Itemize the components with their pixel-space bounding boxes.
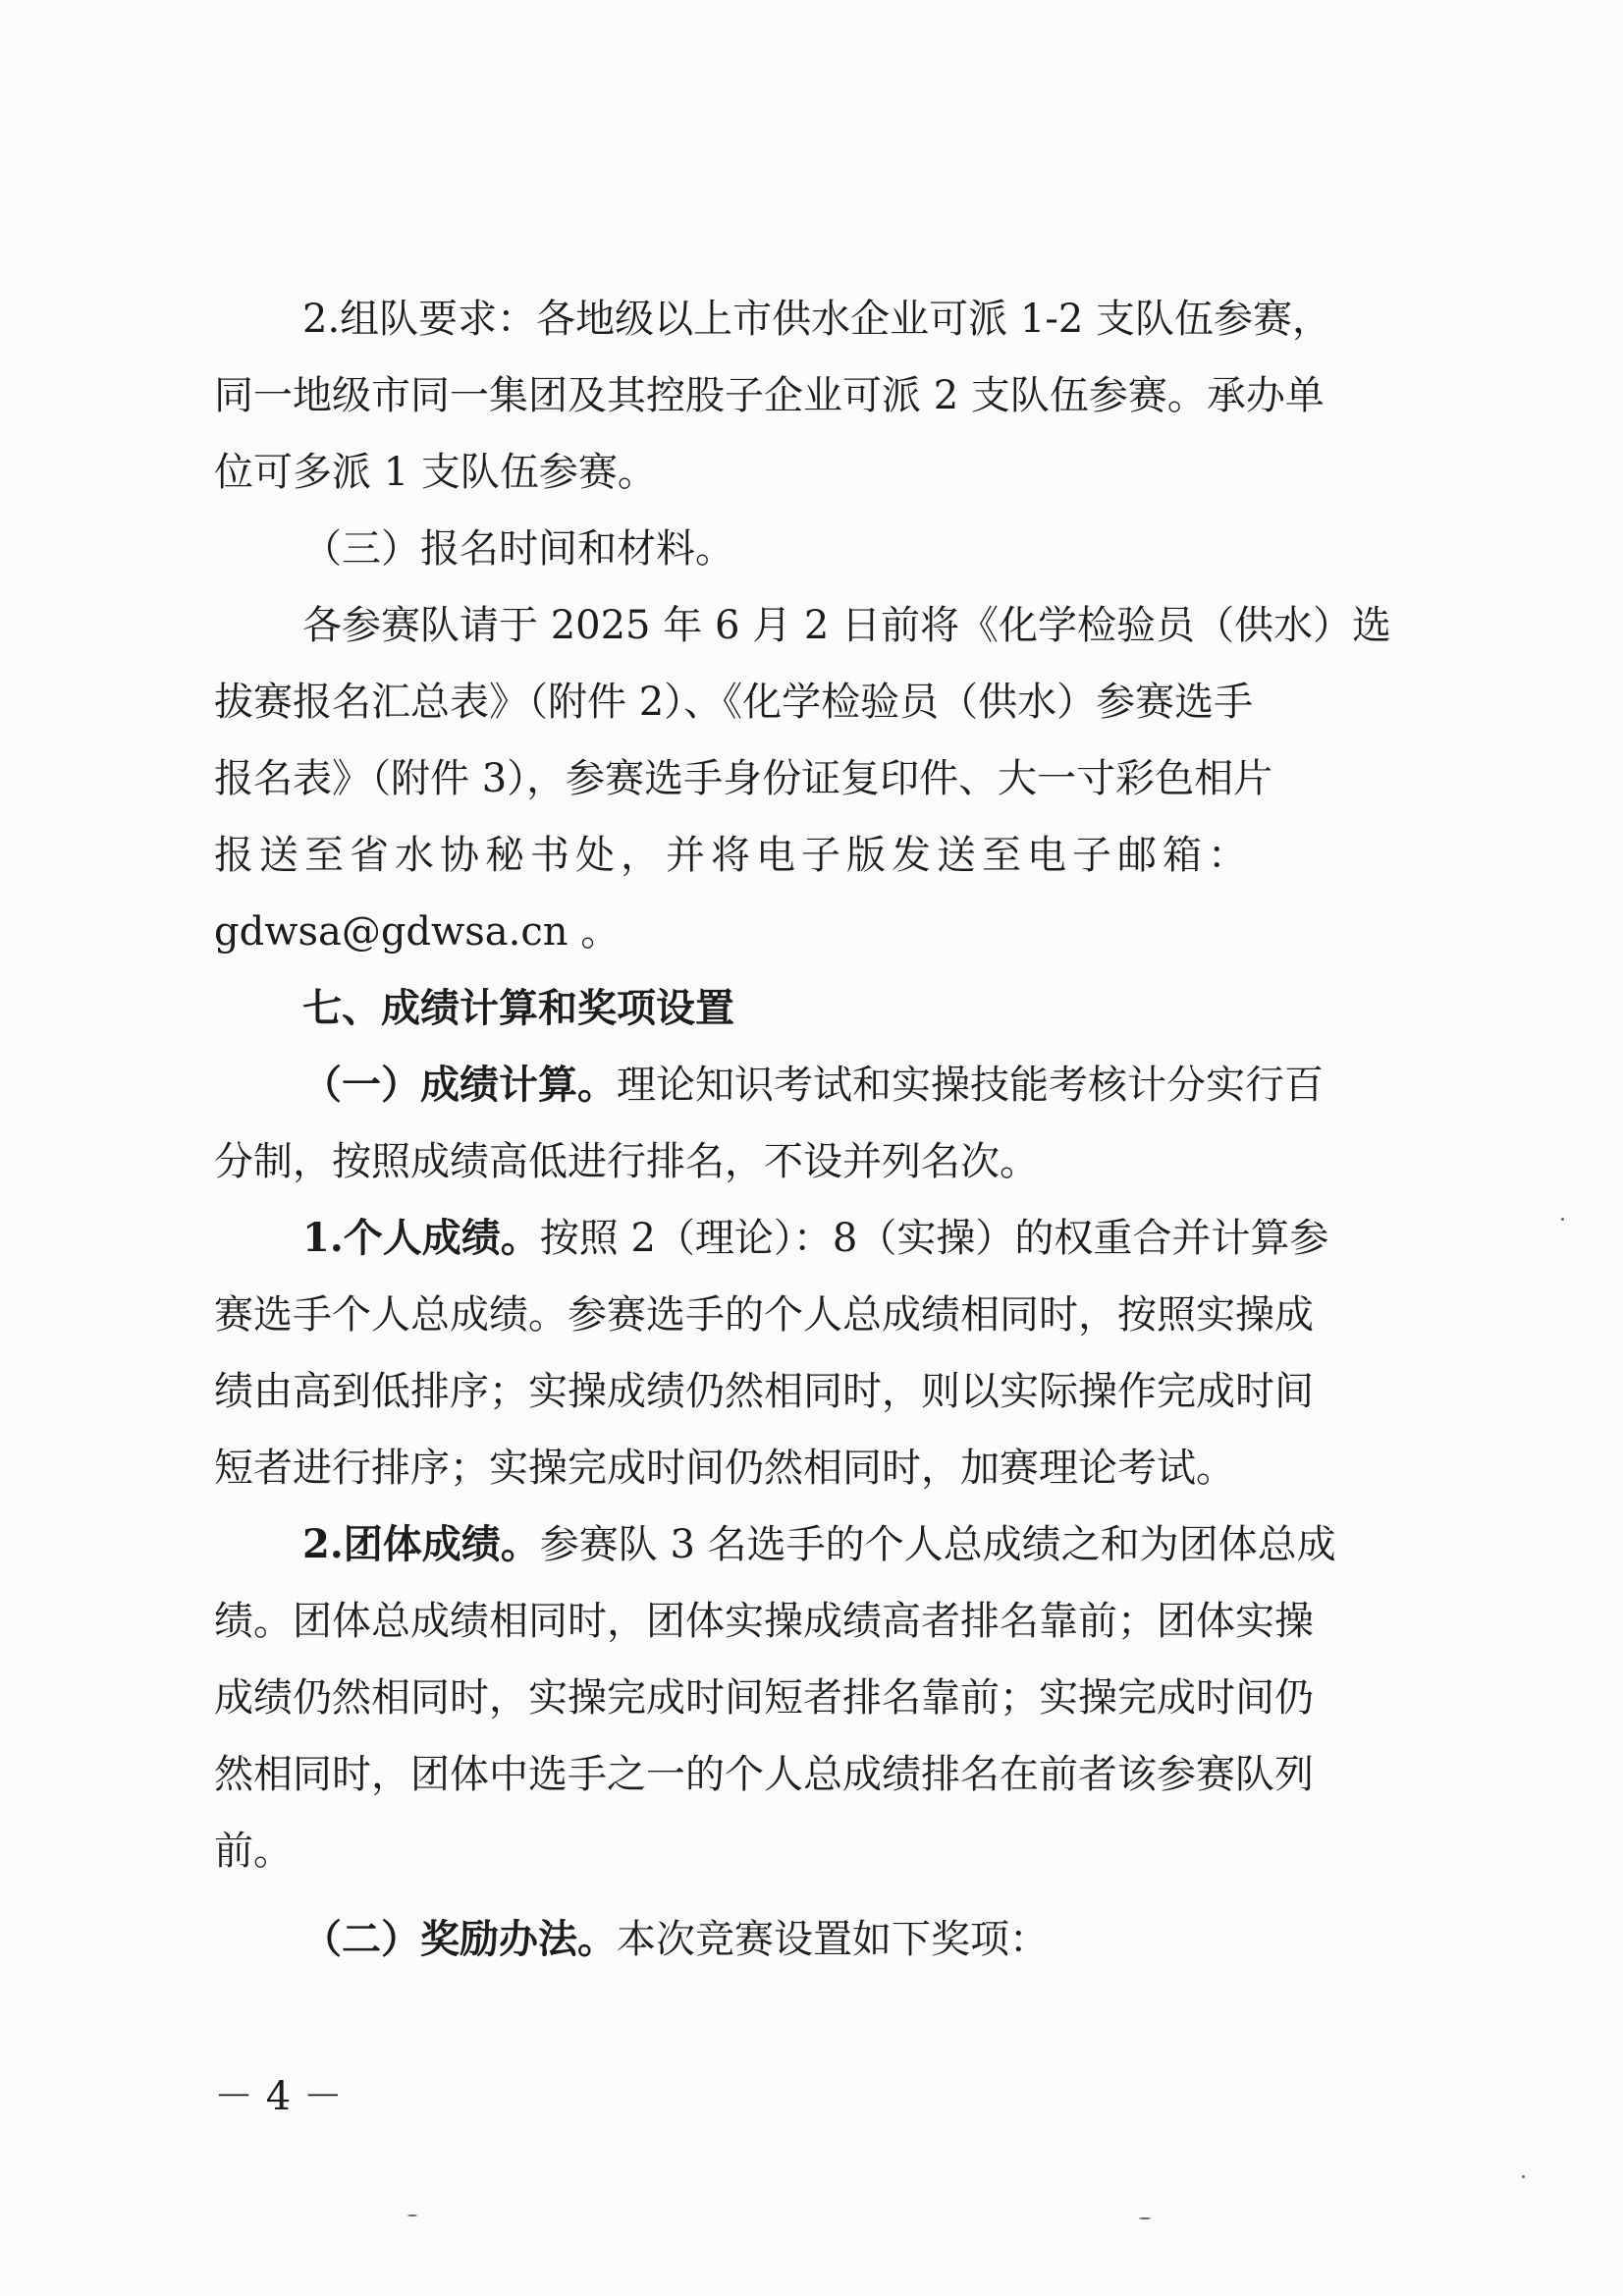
inline-heading: （二）奖励办法。 — [302, 1916, 617, 1962]
paragraph-line: 位可多派 1 支队伍参赛。 — [214, 450, 657, 495]
paragraph-line: 拔赛报名汇总表》（附件 2）、《化学检验员（供水）参赛选手 — [214, 680, 1254, 725]
paragraph-line: 报名表》（附件 3），参赛选手身份证复印件、大一寸彩色相片 — [214, 756, 1273, 801]
section-heading: 七、成绩计算和奖项设置 — [302, 986, 734, 1031]
paragraph-line: 绩。团体总成绩相同时，团体实操成绩高者排名靠前；团体实操 — [214, 1599, 1314, 1644]
email-address: gdwsa@gdwsa.cn 。 — [214, 909, 621, 955]
paragraph-line: 然相同时，团体中选手之一的个人总成绩排名在前者该参赛队列 — [214, 1752, 1314, 1797]
inline-text: 理论知识考试和实操技能考核计分实行百 — [617, 1063, 1324, 1108]
paragraph-line — [302, 1915, 1432, 1964]
paragraph-line: 各参赛队请于 2025 年 6 月 2 日前将《化学检验员（供水）选 — [302, 603, 1391, 648]
inline-heading: （一）成绩计算。 — [302, 1062, 617, 1108]
paragraph-line: 分制，按照成绩高低进行排名，不设并列名次。 — [214, 1139, 1039, 1184]
paragraph-line — [302, 1520, 1432, 1569]
paragraph-line — [302, 1214, 1432, 1263]
inline-heading: 2.团体成绩。 — [302, 1521, 540, 1567]
page-number: － 4 － — [214, 2074, 343, 2119]
section-subheading: （三）报名时间和材料。 — [302, 526, 734, 572]
scan-speck — [1522, 2175, 1525, 2178]
paragraph-line: 赛选手个人总成绩。参赛选手的个人总成绩相同时，按照实操成 — [214, 1292, 1314, 1338]
paragraph-line — [302, 1061, 1432, 1110]
paragraph-line: 前。 — [214, 1829, 293, 1874]
inline-text: 按照 2（理论）：8（实操）的权重合并计算参 — [539, 1216, 1329, 1261]
paragraph-line: 报送至省水协秘书处，并将电子版发送至电子邮箱： — [214, 833, 1253, 878]
paragraph-line: 短者进行排序；实操完成时间仍然相同时，加赛理论考试。 — [214, 1446, 1235, 1491]
inline-heading: 1.个人成绩。 — [302, 1215, 540, 1261]
paragraph-line: 成绩仍然相同时，实操完成时间短者排名靠前；实操完成时间仍 — [214, 1675, 1314, 1721]
paragraph-line: 2.组队要求：各地级以上市供水企业可派 1-2 支队伍参赛， — [302, 297, 1332, 342]
scan-speck — [407, 2214, 417, 2216]
inline-text: 参赛队 3 名选手的个人总成绩之和为团体总成 — [539, 1522, 1336, 1567]
scan-speck — [1139, 2217, 1151, 2219]
scan-speck — [1561, 1218, 1564, 1221]
paragraph-line: 同一地级市同一集团及其控股子企业可派 2 支队伍参赛。承办单 — [214, 373, 1325, 418]
paragraph-line: 绩由高到低排序；实操成绩仍然相同时，则以实际操作完成时间 — [214, 1369, 1314, 1414]
inline-text: 本次竞赛设置如下奖项： — [617, 1917, 1049, 1962]
